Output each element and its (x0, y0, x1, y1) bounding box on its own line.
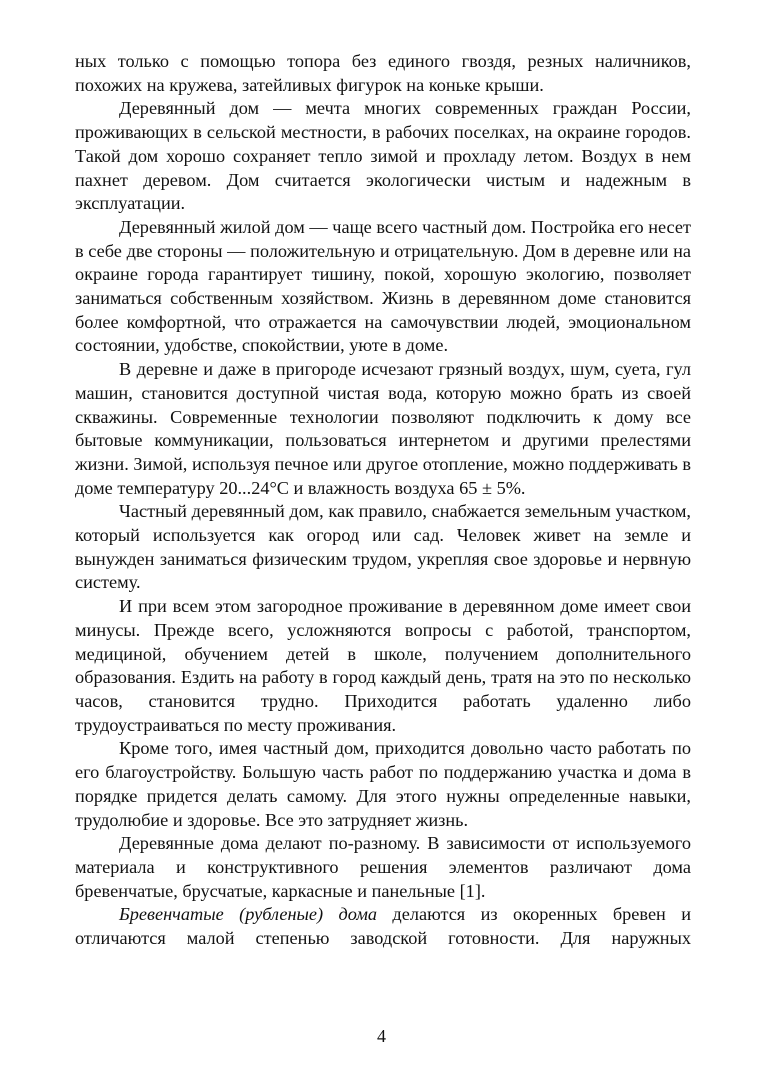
paragraph-7: Кроме того, имея частный дом, приходится довольно часто работать по его благоустройству. Большую часть работ по поддержанию участка и дома в порядке придется делать самому. Для этого нужны определенные навыки, трудолюбие и здоровье. Все это затрудняет жизнь. (75, 738, 691, 830)
paragraph-9-text: делаются из окоренных бревен и отличаются малой степенью заводской готовности. Для наружных (75, 904, 692, 949)
paragraph-9 (75, 903, 691, 950)
paragraph-6: И при всем этом загородное проживание в деревянном доме имеет свои минусы. Прежде всего, усложняются вопросы с работой, транспортом, медициной, обучением детей в школе, получением дополнительного образования. Ездить на работу в город каждый день, тратя на это по несколько часов, становится трудно. Приходится работать удаленно либо трудоустраиваться по месту проживания. (75, 596, 691, 735)
italic-term: Бревенчатые (рубленые) дома (119, 904, 378, 925)
paragraph-5: Частный деревянный дом, как правило, снабжается земельным участком, который используется как огород или сад. Человек живет на земле и вынужден заниматься физическим трудом, укрепляя свое здоровье и нервную систему. (75, 501, 691, 593)
paragraph-4: В деревне и даже в пригороде исчезают грязный воздух, шум, суета, гул машин, становится доступной чистая вода, которую можно брать из своей скважины. Современные технологии позволяют подключить к дому все бытовые коммуникации, пользоваться интернетом и другими прелестями жизни. Зимой, используя печное или другое отопление, можно поддерживать в доме температуру 20...24°С и влажность воздуха 65 ± 5%. (75, 359, 691, 498)
page-number: 4 (377, 1026, 386, 1046)
paragraph-1: ных только с помощью топора без единого гвоздя, резных наличников, похожих на кружева, затейливых фигурок на коньке крыши. (75, 51, 691, 95)
paragraph-3: Деревянный жилой дом — чаще всего частный дом. Постройка его несет в себе две стороны — положительную и отрицательную. Дом в деревне или на окраине города гарантирует тишину, покой, хорошую экологию, позволяет заниматься собственным хозяйством. Жизнь в деревянном доме становится более комфортной, что отражается на самочувствии людей, эмоциональном состоянии, удобстве, спокойствии, уюте в доме. (75, 216, 691, 356)
paragraph-8: Деревянные дома делают по-разному. В зависимости от используемого материала и конструктивного решения элементов различают дома бревенчатые, брусчатые, каркасные и панельные [1]. (75, 833, 691, 901)
paragraph-2: Деревянный дом — мечта многих современных граждан России, проживающих в сельской местности, в рабочих поселках, на окраине городов. Такой дом хорошо сохраняет тепло зимой и прохладу летом. Воздух в нем пахнет деревом. Дом считается экологически чистым и надежным в эксплуатации. (75, 98, 691, 214)
